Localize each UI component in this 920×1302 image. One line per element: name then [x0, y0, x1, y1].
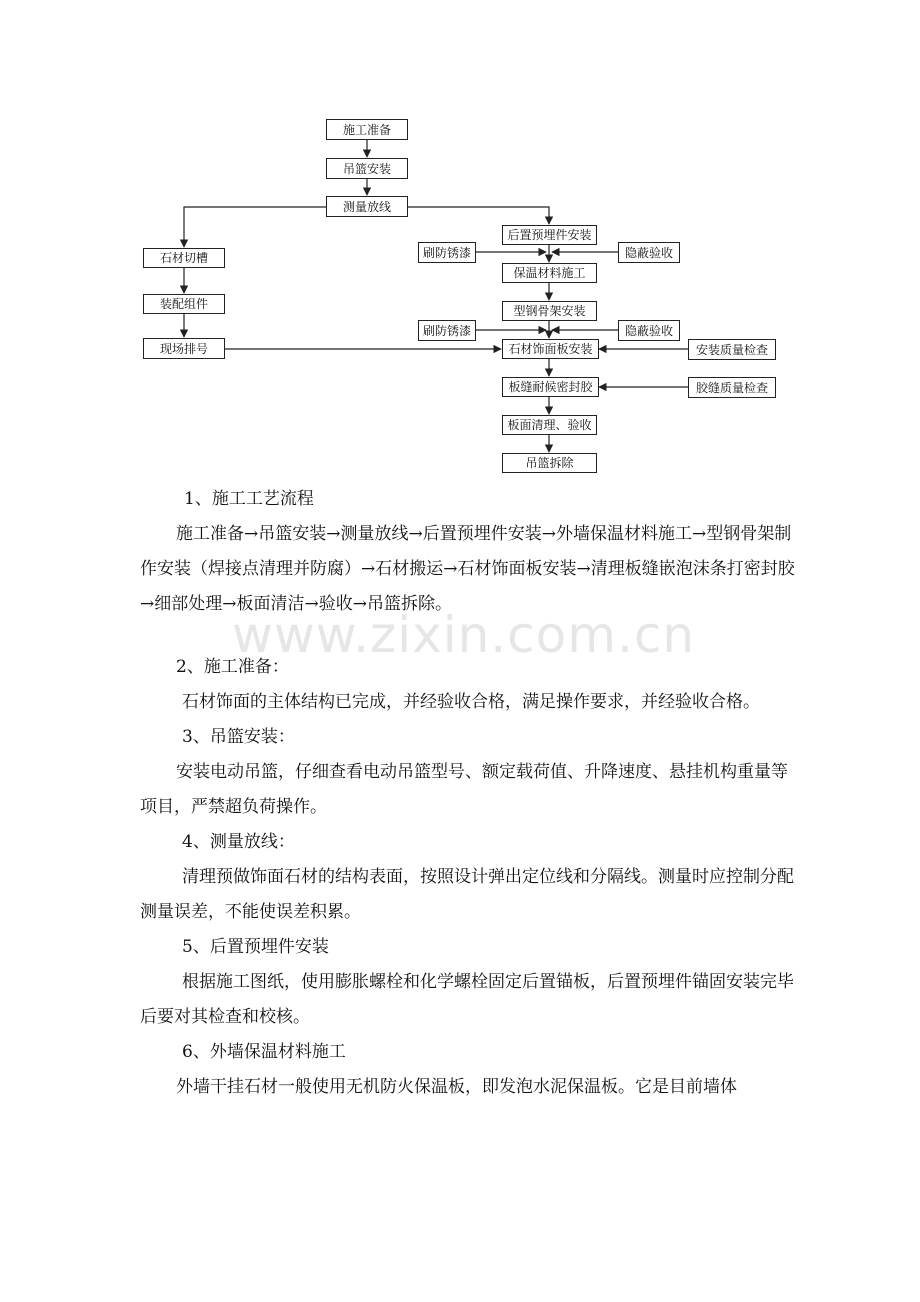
- box-stone-panel: 石材饰面板安装: [502, 339, 599, 359]
- document-body: [140, 482, 800, 1105]
- box-hidden-2: 隐蔽验收: [618, 320, 680, 341]
- section-6-heading: 6、外墙保温材料施工: [182, 1042, 346, 1062]
- box-embed: 后置预埋件安装: [502, 225, 597, 245]
- arrow-survey-embed: [408, 207, 549, 224]
- box-prep: 施工准备: [326, 119, 408, 140]
- box-install-qc: 安装质量检查: [688, 339, 776, 360]
- box-basket-remove: 吊篮拆除: [502, 453, 597, 473]
- box-onsite-number: 现场排号: [143, 338, 225, 359]
- flowchart-connectors: [0, 0, 920, 480]
- box-basket-install: 吊篮安装: [326, 158, 408, 179]
- box-assemble: 装配组件: [143, 294, 225, 314]
- section-5-heading: 5、后置预埋件安装: [182, 937, 329, 957]
- box-steel-frame: 型钢骨架安装: [502, 301, 597, 321]
- box-seal-qc: 胶缝质量检查: [688, 377, 776, 398]
- box-seal: 板缝耐候密封胶: [502, 377, 599, 397]
- section-4-body: 清理预做饰面石材的结构表面，按照设计弹出定位线和分隔线。测量时应控制分配测量误差，不能使误差积累。: [140, 867, 794, 922]
- section-6-body: 外墙干挂石材一般使用无机防火保温板，即发泡水泥保温板。它是目前墙体: [176, 1077, 737, 1097]
- watermark: www.zixin.com.cn: [232, 606, 696, 664]
- box-hidden-1: 隐蔽验收: [618, 242, 680, 263]
- section-3-heading: 3、吊篮安装：: [182, 727, 295, 747]
- section-4-heading: 4、测量放线：: [182, 832, 295, 852]
- section-1-heading: 1、施工工艺流程: [184, 489, 314, 509]
- box-survey: 测量放线: [326, 196, 408, 217]
- box-rust-2: 刷防锈漆: [418, 320, 476, 341]
- box-insulation: 保温材料施工: [502, 263, 597, 283]
- box-stone-cut: 石材切槽: [143, 248, 225, 268]
- section-2-heading: 2、施工准备：: [176, 657, 289, 677]
- section-2-body: 石材饰面的主体结构已完成，并经验收合格，满足操作要求，并经验收合格。: [182, 692, 760, 712]
- section-3-body: 安装电动吊篮，仔细查看电动吊篮型号、额定载荷值、升降速度、悬挂机构重量等项目，严禁超负荷操作。: [140, 762, 788, 817]
- section-5-body: 根据施工图纸，使用膨胀螺栓和化学螺栓固定后置锚板，后置预埋件锚固安装完毕后要对其检查和校核。: [140, 972, 794, 1027]
- section-1-body: 施工准备→吊篮安装→测量放线→后置预埋件安装→外墙保温材料施工→型钢骨架制作安装（焊接点清理并防腐）→石材搬运→石材饰面板安装→清理板缝嵌泡沫条打密封胶→细部处理→板面清洁→验收→吊篮拆除。: [140, 524, 795, 614]
- arrow-survey-stonecut: [184, 207, 326, 247]
- box-rust-1: 刷防锈漆: [418, 242, 476, 263]
- box-clean: 板面清理、验收: [502, 415, 597, 435]
